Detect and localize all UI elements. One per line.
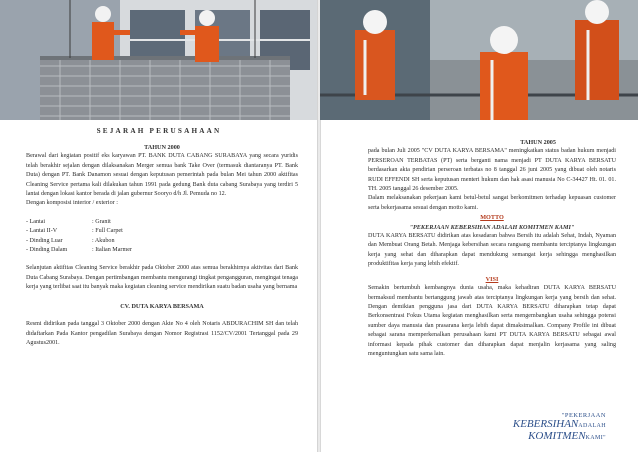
section-heading: SEJARAH PERUSAHAAN bbox=[96, 127, 222, 135]
tagline-kami: KAMI" bbox=[585, 435, 606, 441]
visi-title: VISI bbox=[485, 275, 499, 283]
composition-key: - Lantai II-V bbox=[26, 228, 58, 235]
composition-key: - Dinding Luar bbox=[26, 237, 63, 244]
composition-key: - Lantai bbox=[26, 218, 46, 225]
composition-row bbox=[26, 246, 298, 255]
composition-row bbox=[26, 218, 298, 227]
right-body bbox=[368, 138, 616, 359]
cv-title: CV. DUTA KARYA BERSAMA bbox=[120, 302, 204, 310]
history-paragraph-2: Selanjutan aktifitas Cleaning Service berakhir pada Oktober 2000 atas semua berakhirnya aktivitas dari Bank Duta Cabang Surabaya. Dengan pertimbangan membantu mengurangi tingkat pengangguran, mengingat tenaga kerja yang terlibat saat itu banyak maka kegiatan cleaning service mendirikan suatu badan usaha yang bernama bbox=[26, 265, 298, 291]
composition-value: : Full Carpet bbox=[92, 228, 123, 235]
composition-list bbox=[26, 218, 298, 256]
workers-close-up-photo bbox=[320, 0, 638, 120]
tagline-komitmen: KOMITMEN bbox=[528, 430, 586, 442]
workers-on-gondola-photo bbox=[0, 0, 318, 120]
right-page bbox=[320, 0, 638, 452]
composition-value: : Granit bbox=[92, 218, 111, 225]
motto-paragraph: DUTA KARYA BERSATU didirikan atas kesadaran bahwa Bersih itu adalah Sehat, Indah, Nyaman dan Membuat Orang Betah. Menjaga kebersihan secara rangsang membantu terciptanya lingkungan kerja yang sehat dan diharapkan dapat mendukung semangat kerja sehingga menghasilkan produktifitas kerja yang lebih efektif. bbox=[368, 233, 616, 268]
history-paragraph-1: Berawal dari kegiatan positif eks karyawan PT. BANK DUTA CABANG SURABAYA yang secara yuridis telah berakhir sejalan dengan dilaksanakan Merger semua bank Take Over (termasuk diantaranya PT. Bank Duta) dengan PT. Bank Danamon sesuai dengan keputusan pemerintah pada bulan Mei tahun 2000 aktifitas Cleaning Service pertama kali dilakukan tahun 1991 pada gedung Bank duta cabang Surabaya yang terdiri 5 lantai dengan lokasi kantor berada di jalan gubernur Sooryo d/h Jl. Pemuda no 12. bbox=[26, 153, 298, 198]
composition-value: : Italian Marmer bbox=[92, 247, 132, 254]
motto-title: MOTTO bbox=[480, 214, 504, 222]
left-body bbox=[26, 143, 298, 348]
motto-quote: "PEKERJAAN KEBERSIHAN ADALAH KOMITMEN KAMI" bbox=[409, 223, 575, 231]
tagline-kebersihan: KEBERSIHAN bbox=[512, 418, 579, 430]
history-paragraph-4: pada bulan Juli 2005 "CV DUTA KARYA BERSAMA" meningkatkan status badan hukum menjadi PERSEROAN TERBATAS (PT) serta berganti nama menjadi PT DUTA KARYA BERSATU berdasarkan akta pendirian perseroan terbatas no 8 tanggal 26 juni 2005 yang dibuat oleh notaris RUDI EFFENDI SH serta keputusan menteri hukum dan hak asasi manusia No C-34427 Ht. 01. 01. TH. 2005 tanggal 26 desember 2005. bbox=[368, 148, 616, 193]
composition-value: : Akubon bbox=[92, 237, 115, 244]
year-title-2005: TAHUN 2005 bbox=[520, 139, 556, 146]
tagline-line-3 bbox=[513, 431, 606, 444]
composition-key: - Dinding Dalam bbox=[26, 247, 68, 254]
history-paragraph-3: Resmi didirikan pada tanggal 3 Oktober 2000 dengan Akte No 4 oleh Notaris ABDURACHIM SH dan telah didaftarkan Pada Kantor pengadilan Surabaya dengan Nomor Registrasi 1152/CV/2001 Tertanggal pada 29 Agustus2001. bbox=[26, 321, 298, 346]
tagline-line-1: "PEKERJAAN bbox=[561, 412, 606, 419]
composition-row bbox=[26, 227, 298, 236]
company-tagline bbox=[513, 412, 606, 444]
left-page bbox=[0, 0, 318, 452]
year-title-2000: TAHUN 2000 bbox=[144, 144, 180, 151]
visi-paragraph: Semakin bertumbuh kembangnya dunia usaha, maka kehadiran DUTA KARYA BERSATU bermaksud membantu bertanggung jawab atas terciptanya lingkungan kerja yang bersih dan sehat. Dengan demikian pengguna jasa dari DUTA KARYA BERSATU diharapkan tetap dapat Berkonsentrasi Fokus Utama kegiatan menghasilkan serta mengembangkan usaha sehingga potensi sumber daya manusia dan prasarana kerja lebih dapat dimaksimalkan. Company Profile ini dibuat sebagai sarana memperkenalkan perusahaan kami PT DUTA KARYA BERSATU sebagai awal informasi kepada pihak customer dan diharapkan dapat menjalin kerjasama yang saling menguntungkan satu sama lain. bbox=[368, 285, 616, 357]
commitment-paragraph: Dalam melaksanakan pekerjaan kami betul-betul sangat berkomitmen terhadap kepuasan customer serta bekerjasama sesuai dengan motto kami. bbox=[368, 195, 616, 211]
tagline-adalah: ADALAH bbox=[578, 423, 606, 429]
composition-row bbox=[26, 237, 298, 246]
composition-intro: Dengan komposisi interior / exterior : bbox=[26, 200, 118, 207]
